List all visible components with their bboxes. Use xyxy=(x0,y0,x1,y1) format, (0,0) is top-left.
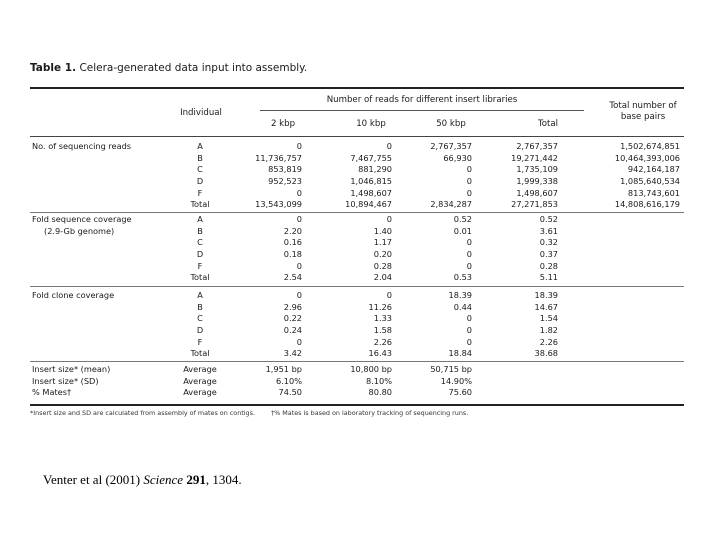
cell-total: 5.11 xyxy=(539,272,558,283)
header-col-total: Total xyxy=(537,119,559,129)
cell-base-pairs: 14,808,616,179 xyxy=(614,199,680,210)
header-group-rule xyxy=(260,110,584,111)
cell-2kbp: 3.42 xyxy=(283,348,302,359)
caption-text: Celera-generated data input into assembly. xyxy=(79,62,308,74)
cell-total: 19,271,442 xyxy=(511,152,558,163)
cell-2kbp: 0.24 xyxy=(283,325,302,336)
header-col-10kbp: 10 kbp xyxy=(356,119,386,129)
cell-10kbp: 16.43 xyxy=(368,348,392,359)
group-divider xyxy=(30,212,684,213)
row-individual: B xyxy=(197,301,203,312)
table-row xyxy=(30,387,684,399)
cell-2kbp: 0 xyxy=(296,290,302,300)
cell-2kbp: 2.54 xyxy=(283,272,302,283)
row-label: Insert size* (mean) xyxy=(32,364,111,374)
cell-base-pairs: 1,085,640,534 xyxy=(620,176,680,187)
cell-10kbp: 1,498,607 xyxy=(350,187,392,198)
footnote-mates: †% Mates is based on laboratory tracking of sequencing runs. xyxy=(270,409,469,417)
table-row xyxy=(30,348,684,360)
table-row xyxy=(30,337,684,349)
row-individual: D xyxy=(196,249,204,260)
row-individual: C xyxy=(197,313,203,324)
cell-50kbp: 18.39 xyxy=(448,290,472,300)
cell-10kbp: 881,290 xyxy=(358,164,392,175)
table-row xyxy=(30,313,684,325)
cell-total: 27,271,853 xyxy=(511,199,558,210)
table-row xyxy=(30,164,684,176)
cell-10kbp: 7,467,755 xyxy=(350,152,392,163)
header-col-2kbp: 2 kbp xyxy=(270,119,296,129)
table-row xyxy=(30,272,684,284)
table-caption xyxy=(30,62,307,74)
cell-10kbp: 0.28 xyxy=(373,260,392,271)
row-individual: F xyxy=(197,260,203,271)
group-divider xyxy=(30,361,684,362)
citation-volume: 291 xyxy=(186,472,206,487)
header-individual: Individual xyxy=(180,108,222,118)
cell-base-pairs: 10,464,393,006 xyxy=(614,152,680,163)
cell-50kbp: 0 xyxy=(466,187,472,198)
row-individual: Average xyxy=(183,375,217,386)
row-individual: Total xyxy=(190,272,210,283)
table-row xyxy=(30,290,684,302)
citation xyxy=(43,472,242,488)
group-insert-stats xyxy=(30,364,684,399)
cell-50kbp: 2,767,357 xyxy=(430,141,472,151)
cell-50kbp: 0.52 xyxy=(453,214,472,224)
cell-50kbp: 0 xyxy=(466,249,472,260)
cell-50kbp: 0 xyxy=(466,260,472,271)
group-clone-coverage xyxy=(30,290,684,360)
cell-2kbp: 0 xyxy=(296,214,302,224)
row-individual: C xyxy=(197,164,203,175)
cell-10kbp: 2.26 xyxy=(373,336,392,347)
cell-50kbp: 0 xyxy=(466,313,472,324)
row-individual: C xyxy=(197,237,203,248)
cell-total: 0.32 xyxy=(539,237,558,248)
cell-total: 0.28 xyxy=(539,260,558,271)
bottom-rule xyxy=(30,404,684,406)
row-individual: F xyxy=(197,336,203,347)
footnote-insert-size: *Insert size and SD are calculated from assembly of mates on contigs. xyxy=(30,409,255,417)
row-individual: B xyxy=(197,225,203,236)
cell-total: 38.68 xyxy=(534,348,558,359)
header-insert-group: Number of reads for different insert libraries xyxy=(326,95,518,105)
row-individual: B xyxy=(197,152,203,163)
cell-2kbp: 2.96 xyxy=(283,301,302,312)
cell-10kbp: 11.26 xyxy=(368,301,392,312)
cell-2kbp: 1,951 bp xyxy=(265,364,302,374)
row-individual: A xyxy=(197,290,203,300)
row-individual: D xyxy=(196,325,204,336)
cell-50kbp: 75.60 xyxy=(448,387,472,398)
cell-total: 3.61 xyxy=(539,225,558,236)
row-individual: A xyxy=(197,214,203,224)
cell-2kbp: 0.18 xyxy=(283,249,302,260)
cell-10kbp: 1,046,815 xyxy=(350,176,392,187)
row-individual: Total xyxy=(190,199,210,210)
cell-10kbp: 1.40 xyxy=(373,225,392,236)
cell-10kbp: 0.20 xyxy=(373,249,392,260)
cell-2kbp: 6.10% xyxy=(275,375,302,386)
cell-total: 18.39 xyxy=(534,290,558,300)
cell-50kbp: 0 xyxy=(466,164,472,175)
cell-total: 2,767,357 xyxy=(516,141,558,151)
table-row xyxy=(30,364,684,376)
cell-10kbp: 0 xyxy=(386,141,392,151)
cell-total: 0.37 xyxy=(539,249,558,260)
cell-2kbp: 11,736,757 xyxy=(255,152,302,163)
table-footnotes xyxy=(30,409,468,417)
header-rule xyxy=(30,136,684,137)
cell-total: 1,999,338 xyxy=(516,176,558,187)
header-col-50kbp: 50 kbp xyxy=(436,119,466,129)
table-row xyxy=(30,302,684,314)
cell-10kbp: 80.80 xyxy=(368,387,392,398)
cell-base-pairs: 942,164,187 xyxy=(627,164,680,175)
cell-10kbp: 1.17 xyxy=(373,237,392,248)
caption-label: Table 1. xyxy=(30,62,77,74)
row-individual: A xyxy=(197,141,203,151)
cell-50kbp: 50,715 bp xyxy=(430,364,472,374)
cell-total: 1,735,109 xyxy=(516,164,558,175)
row-individual: F xyxy=(197,187,203,198)
cell-50kbp: 0.44 xyxy=(453,301,472,312)
cell-10kbp: 10,800 bp xyxy=(350,364,392,374)
cell-50kbp: 0 xyxy=(466,176,472,187)
cell-10kbp: 8.10% xyxy=(365,375,392,386)
cell-50kbp: 0 xyxy=(466,237,472,248)
row-individual: Average xyxy=(183,387,217,398)
table-row xyxy=(30,376,684,388)
cell-10kbp: 1.33 xyxy=(373,313,392,324)
row-individual: Total xyxy=(190,348,210,359)
row-label: (2.9-Gb genome) xyxy=(44,225,115,236)
table-row xyxy=(30,188,684,200)
cell-total: 2.26 xyxy=(539,336,558,347)
row-label: % Mates† xyxy=(32,387,72,398)
header-total-base-pairs: Total number of base pairs xyxy=(609,101,677,122)
group-sequencing-reads xyxy=(30,141,684,211)
table-row xyxy=(30,214,684,226)
row-label: Fold sequence coverage xyxy=(32,214,132,224)
cell-10kbp: 0 xyxy=(386,290,392,300)
row-individual: D xyxy=(196,176,204,187)
group-sequence-coverage xyxy=(30,214,684,284)
cell-total: 14.67 xyxy=(534,301,558,312)
table-row xyxy=(30,226,684,238)
cell-2kbp: 0.22 xyxy=(283,313,302,324)
cell-50kbp: 0.01 xyxy=(453,225,472,236)
table-row xyxy=(30,237,684,249)
table-row xyxy=(30,153,684,165)
cell-2kbp: 0 xyxy=(296,187,302,198)
row-label: Fold clone coverage xyxy=(32,290,115,300)
cell-2kbp: 13,543,099 xyxy=(255,199,302,210)
table-row xyxy=(30,141,684,153)
citation-journal: Science xyxy=(143,472,184,487)
cell-10kbp: 10,894,467 xyxy=(345,199,392,210)
cell-10kbp: 1.58 xyxy=(373,325,392,336)
cell-50kbp: 0 xyxy=(466,325,472,336)
top-rule xyxy=(30,87,684,89)
cell-2kbp: 952,523 xyxy=(268,176,302,187)
cell-2kbp: 2.20 xyxy=(283,225,302,236)
citation-authors: Venter et al (2001) xyxy=(43,472,141,487)
table-row xyxy=(30,325,684,337)
cell-base-pairs: 1,502,674,851 xyxy=(620,141,680,151)
cell-total: 1.54 xyxy=(539,313,558,324)
table-row xyxy=(30,249,684,261)
table-row xyxy=(30,261,684,273)
cell-2kbp: 0 xyxy=(296,141,302,151)
cell-50kbp: 2,834,287 xyxy=(430,199,472,210)
cell-2kbp: 0 xyxy=(296,260,302,271)
cell-2kbp: 0 xyxy=(296,336,302,347)
cell-50kbp: 0 xyxy=(466,336,472,347)
row-label: No. of sequencing reads xyxy=(32,141,132,151)
cell-10kbp: 2.04 xyxy=(373,272,392,283)
cell-total: 0.52 xyxy=(539,214,558,224)
row-individual: Average xyxy=(183,364,217,374)
cell-total: 1.82 xyxy=(539,325,558,336)
cell-2kbp: 0.16 xyxy=(283,237,302,248)
cell-50kbp: 0.53 xyxy=(453,272,472,283)
cell-total: 1,498,607 xyxy=(516,187,558,198)
citation-page: , 1304. xyxy=(205,472,242,487)
row-label: Insert size* (SD) xyxy=(32,375,99,386)
cell-50kbp: 18.84 xyxy=(448,348,472,359)
cell-50kbp: 66,930 xyxy=(443,152,472,163)
table-row xyxy=(30,176,684,188)
cell-2kbp: 853,819 xyxy=(268,164,302,175)
cell-base-pairs: 813,743,601 xyxy=(627,187,680,198)
table-row xyxy=(30,199,684,211)
cell-2kbp: 74.50 xyxy=(278,387,302,398)
group-divider xyxy=(30,286,684,287)
cell-50kbp: 14.90% xyxy=(440,375,472,386)
cell-10kbp: 0 xyxy=(386,214,392,224)
